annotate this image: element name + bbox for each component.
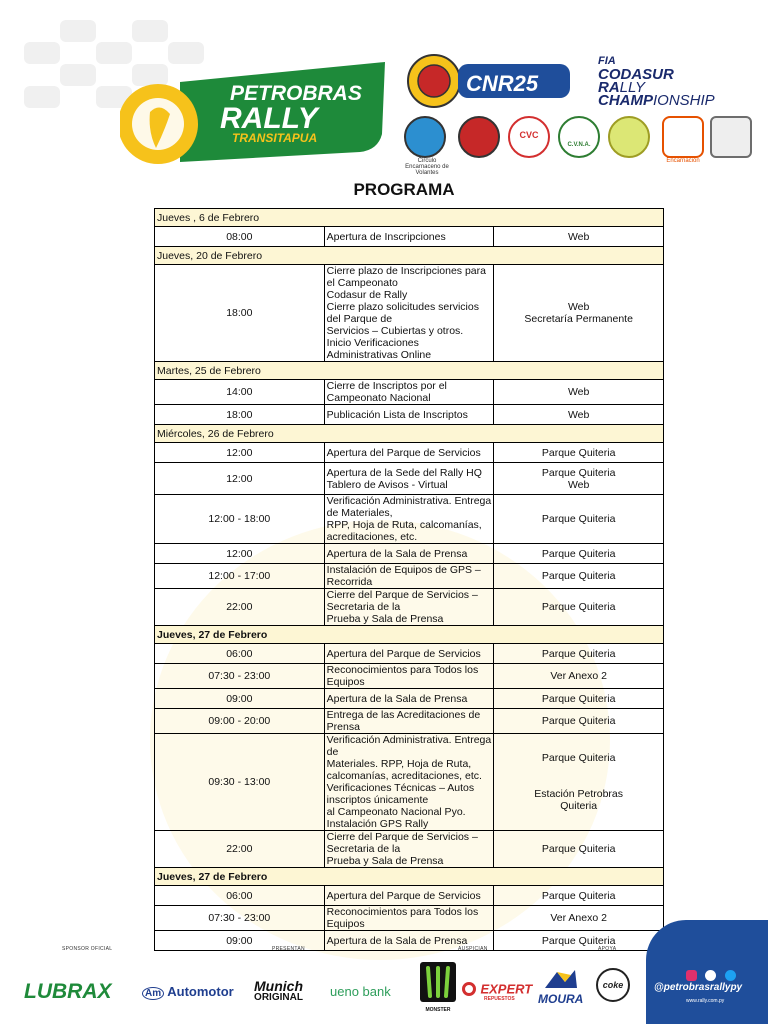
day-header-row bbox=[155, 868, 664, 886]
logo-line1: PETROBRAS bbox=[230, 82, 362, 105]
description-line: Publicación Lista de Inscriptos bbox=[326, 408, 468, 421]
schedule-description bbox=[324, 734, 494, 831]
schedule-location bbox=[494, 265, 664, 362]
location-line: Parque Quiteria bbox=[541, 601, 616, 613]
schedule-row bbox=[155, 544, 664, 564]
day-header: Miércoles, 26 de Febrero bbox=[155, 425, 664, 443]
schedule-row bbox=[155, 443, 664, 463]
club-badge-gray bbox=[710, 116, 752, 158]
location-line: Parque Quiteria bbox=[541, 446, 616, 459]
schedule-table bbox=[154, 208, 664, 951]
location-line: Web bbox=[567, 478, 590, 491]
moura-flag-icon bbox=[541, 968, 581, 990]
coke-logo bbox=[596, 968, 630, 1002]
facebook-icon[interactable] bbox=[705, 970, 716, 981]
coke-badge-icon bbox=[596, 968, 630, 1002]
location-line: Parque Quiteria bbox=[541, 752, 616, 764]
fia-text: FIA bbox=[598, 55, 616, 67]
social-panel bbox=[646, 920, 768, 1024]
day-header: Martes, 25 de Febrero bbox=[155, 362, 664, 380]
schedule-location bbox=[494, 709, 664, 734]
description-line: Verificación Administrativa. Entrega de Materiales, bbox=[326, 495, 492, 519]
location-line: Parque Quiteria bbox=[541, 843, 616, 855]
location-line: Ver Anexo 2 bbox=[550, 912, 607, 924]
description-line: Tablero de Avisos - Virtual bbox=[326, 478, 448, 491]
location-line: Web bbox=[567, 230, 590, 243]
schedule-row bbox=[155, 380, 664, 405]
schedule-location bbox=[494, 664, 664, 689]
schedule-time: 09:00 bbox=[155, 931, 325, 951]
schedule-time: 08:00 bbox=[155, 227, 325, 247]
schedule-time: 07:30 - 23:00 bbox=[155, 664, 325, 689]
location-line: Web bbox=[567, 301, 590, 313]
club-badge-red bbox=[458, 116, 500, 158]
location-line: Parque Quiteria bbox=[541, 570, 616, 582]
description-line: Apertura de la Sede del Rally HQ bbox=[326, 466, 482, 479]
social-url[interactable]: www.rally.com.py bbox=[686, 998, 725, 1004]
schedule-location bbox=[494, 463, 664, 495]
location-line: Ver Anexo 2 bbox=[550, 670, 607, 682]
schedule-location bbox=[494, 644, 664, 664]
schedule-time: 06:00 bbox=[155, 644, 325, 664]
location-line: Web bbox=[567, 408, 590, 421]
schedule-location bbox=[494, 227, 664, 247]
schedule-description bbox=[324, 709, 494, 734]
schedule-location bbox=[494, 544, 664, 564]
schedule-row bbox=[155, 405, 664, 425]
club-label-encarnacion: Encarnación bbox=[666, 158, 700, 164]
championship-text-a: CHAMP bbox=[598, 92, 653, 109]
schedule-description bbox=[324, 564, 494, 589]
description-line: Entrega de las Acreditaciones de Prensa bbox=[326, 709, 481, 733]
club-badge-cev bbox=[404, 116, 446, 158]
lubrax-logo: LUBRAX bbox=[24, 980, 112, 1003]
club-badge-cvc bbox=[508, 116, 550, 158]
description-line: RPP, Hoja de Ruta, calcomanías, acreditaciones, etc. bbox=[326, 519, 482, 543]
expert-ring-icon bbox=[462, 982, 476, 996]
description-line: Prueba y Sala de Prensa bbox=[326, 855, 444, 867]
schedule-location bbox=[494, 443, 664, 463]
description-line: Apertura del Parque de Servicios bbox=[326, 889, 481, 902]
munich-text: Munich bbox=[254, 978, 303, 994]
location-line: Parque Quiteria bbox=[541, 934, 616, 947]
social-handle[interactable]: @petrobrasrallypy bbox=[654, 982, 743, 993]
schedule-description bbox=[324, 644, 494, 664]
monster-claw-icon bbox=[420, 962, 456, 1002]
footer-label-auspician: AUSPICIAN bbox=[458, 946, 488, 952]
location-line: Parque Quiteria bbox=[541, 547, 616, 560]
day-header-row bbox=[155, 247, 664, 265]
schedule-description bbox=[324, 689, 494, 709]
fia-codasur-logo bbox=[598, 55, 715, 107]
schedule-row bbox=[155, 265, 664, 362]
schedule-row bbox=[155, 734, 664, 831]
description-line: Apertura de la Sala de Prensa bbox=[326, 692, 468, 705]
schedule-row bbox=[155, 564, 664, 589]
expert-text: EXPERT bbox=[480, 981, 533, 997]
footer-label-sponsor: SPONSOR OFICIAL bbox=[62, 946, 113, 952]
club-cvc-text: CVC bbox=[519, 130, 539, 140]
schedule-time: 22:00 bbox=[155, 589, 325, 626]
description-line: Servicios – Cubiertas y otros. bbox=[326, 325, 464, 337]
schedule-location bbox=[494, 589, 664, 626]
ueno-bank-logo: ueno bank bbox=[330, 984, 391, 999]
description-line: Apertura de la Sala de Prensa bbox=[326, 547, 468, 560]
cnr25-logo bbox=[406, 52, 574, 110]
schedule-time: 12:00 - 18:00 bbox=[155, 495, 325, 544]
schedule-description bbox=[324, 380, 494, 405]
description-line: Verificaciones Técnicas – Autos inscriptos únicamente bbox=[326, 782, 475, 806]
club-label-cev: Circulo Encarnaceno de Volantes bbox=[405, 158, 449, 176]
codasur-text: CODASUR bbox=[598, 66, 674, 83]
logo-line2: RALLY bbox=[220, 102, 318, 135]
schedule-time: 18:00 bbox=[155, 265, 325, 362]
description-line: Cierre del Parque de Servicios – Secretaria de la bbox=[326, 831, 478, 855]
footer-label-presentan: PRESENTAN bbox=[272, 946, 305, 952]
schedule-row bbox=[155, 831, 664, 868]
monster-logo bbox=[420, 962, 456, 1013]
expert-logo bbox=[462, 980, 532, 1002]
schedule-description bbox=[324, 906, 494, 931]
schedule-row bbox=[155, 689, 664, 709]
description-line: Apertura de la Sala de Prensa bbox=[326, 934, 468, 947]
day-header: Jueves, 27 de Febrero bbox=[155, 868, 664, 886]
description-line: Cierre de Inscriptos por el Campeonato Nacional bbox=[326, 380, 447, 404]
schedule-time: 06:00 bbox=[155, 886, 325, 906]
location-line: Parque Quiteria bbox=[541, 647, 616, 660]
schedule-row bbox=[155, 886, 664, 906]
championship-text-b: IONSHIP bbox=[653, 92, 715, 109]
page-title: PROGRAMA bbox=[353, 180, 455, 199]
schedule-location bbox=[494, 906, 664, 931]
location-line: Parque Quiteria bbox=[541, 513, 616, 525]
schedule-row bbox=[155, 463, 664, 495]
location-line: Quiteria bbox=[560, 800, 598, 812]
description-line: Prueba y Sala de Prensa bbox=[326, 613, 444, 625]
location-line: Estación Petrobras bbox=[534, 788, 624, 800]
description-line: Inicio Verificaciones Administrativas Online bbox=[326, 337, 432, 361]
day-header: Jueves, 20 de Febrero bbox=[155, 247, 664, 265]
location-line: Web bbox=[567, 386, 590, 398]
day-header-row bbox=[155, 209, 664, 227]
schedule-row bbox=[155, 644, 664, 664]
description-line: Apertura del Parque de Servicios bbox=[326, 446, 481, 459]
schedule-time: 07:30 - 23:00 bbox=[155, 906, 325, 931]
schedule-time: 12:00 bbox=[155, 544, 325, 564]
description-line: Reconocimientos para Todos los Equipos bbox=[326, 664, 479, 688]
rally-text-b: LLY bbox=[619, 79, 645, 96]
moura-text: MOURA bbox=[538, 992, 584, 1006]
schedule-location bbox=[494, 734, 664, 831]
schedule-location bbox=[494, 564, 664, 589]
expert-sub: REPUESTOS bbox=[484, 996, 515, 1002]
description-line: Cierre plazo de Inscripciones para el Campeonato bbox=[326, 265, 486, 289]
schedule-time: 09:00 bbox=[155, 689, 325, 709]
schedule-description bbox=[324, 544, 494, 564]
rally-text-a: RA bbox=[598, 79, 620, 96]
location-line bbox=[496, 764, 661, 776]
schedule-description bbox=[324, 227, 494, 247]
club-badge-cvna bbox=[558, 116, 600, 158]
schedule-time: 22:00 bbox=[155, 831, 325, 868]
description-line: Apertura de Inscripciones bbox=[326, 230, 446, 243]
footer-label-apoya: APOYA bbox=[598, 946, 617, 952]
moura-logo bbox=[538, 968, 583, 1006]
munich-sub: ORIGINAL bbox=[254, 992, 303, 1003]
schedule-time: 09:00 - 20:00 bbox=[155, 709, 325, 734]
schedule-location bbox=[494, 380, 664, 405]
schedule-location bbox=[494, 689, 664, 709]
location-line: Parque Quiteria bbox=[541, 889, 616, 902]
description-line: Verificación Administrativa. Entrega de bbox=[326, 734, 492, 758]
schedule-row bbox=[155, 664, 664, 689]
location-line: Parque Quiteria bbox=[541, 466, 616, 479]
club-badge-encarnacion bbox=[662, 116, 704, 158]
description-line: al Campeonato Nacional Pyo. bbox=[326, 806, 466, 818]
schedule-description bbox=[324, 463, 494, 495]
day-header: Jueves , 6 de Febrero bbox=[155, 209, 664, 227]
cnr-text: CNR25 bbox=[466, 71, 539, 96]
twitter-icon[interactable] bbox=[725, 970, 736, 981]
coke-text: coke bbox=[602, 980, 624, 990]
schedule-description bbox=[324, 265, 494, 362]
schedule-time: 18:00 bbox=[155, 405, 325, 425]
day-header-row bbox=[155, 362, 664, 380]
description-line: Reconocimientos para Todos los Equipos bbox=[326, 906, 479, 930]
club-logos bbox=[400, 112, 760, 176]
description-line: calcomanías, acreditaciones, etc. bbox=[326, 770, 482, 782]
schedule-body bbox=[155, 209, 664, 951]
munich-logo bbox=[254, 978, 303, 1003]
description-line: Cierre del Parque de Servicios – Secretaria de la bbox=[326, 589, 478, 613]
schedule-location bbox=[494, 405, 664, 425]
petrobras-rally-logo bbox=[120, 62, 388, 167]
day-header-row bbox=[155, 425, 664, 443]
schedule-time: 12:00 bbox=[155, 463, 325, 495]
schedule-time: 09:30 - 13:00 bbox=[155, 734, 325, 831]
day-header-row bbox=[155, 626, 664, 644]
schedule-time: 14:00 bbox=[155, 380, 325, 405]
description-line: Apertura del Parque de Servicios bbox=[326, 647, 481, 660]
description-line: Instalación de Equipos de GPS – Recorrida bbox=[326, 564, 481, 588]
schedule-description bbox=[324, 664, 494, 689]
automotor-text: Automotor bbox=[167, 984, 234, 999]
location-line: Parque Quiteria bbox=[541, 715, 616, 727]
description-line: Cierre plazo solicitudes servicios del Parque de bbox=[326, 301, 479, 325]
automotor-logo bbox=[142, 984, 234, 999]
description-line: Codasur de Rally bbox=[326, 289, 408, 301]
schedule-location bbox=[494, 831, 664, 868]
schedule-description bbox=[324, 405, 494, 425]
day-header: Jueves, 27 de Febrero bbox=[155, 626, 664, 644]
schedule-row bbox=[155, 589, 664, 626]
description-line: Materiales. RPP, Hoja de Ruta, bbox=[326, 758, 472, 770]
location-line: Parque Quiteria bbox=[541, 692, 616, 705]
monster-text: MONSTER bbox=[425, 1007, 451, 1013]
schedule-row bbox=[155, 227, 664, 247]
schedule-description bbox=[324, 886, 494, 906]
description-line: Instalación GPS Rally bbox=[326, 818, 429, 830]
schedule-row bbox=[155, 709, 664, 734]
club-badge-yellow bbox=[608, 116, 650, 158]
schedule-description bbox=[324, 589, 494, 626]
schedule-time: 12:00 - 17:00 bbox=[155, 564, 325, 589]
location-line: Secretaría Permanente bbox=[524, 313, 633, 325]
instagram-icon[interactable] bbox=[686, 970, 697, 981]
schedule-row bbox=[155, 495, 664, 544]
schedule-row bbox=[155, 906, 664, 931]
automotor-mark: Am bbox=[142, 987, 164, 1000]
schedule-location bbox=[494, 886, 664, 906]
header bbox=[0, 0, 768, 180]
schedule-description bbox=[324, 831, 494, 868]
logo-line3: TRANSITAPUA bbox=[232, 131, 318, 145]
club-cvna-text: C.V.N.A. bbox=[567, 142, 591, 148]
schedule-description bbox=[324, 495, 494, 544]
schedule-location bbox=[494, 495, 664, 544]
location-line bbox=[496, 776, 661, 788]
schedule-time: 12:00 bbox=[155, 443, 325, 463]
schedule-description bbox=[324, 443, 494, 463]
